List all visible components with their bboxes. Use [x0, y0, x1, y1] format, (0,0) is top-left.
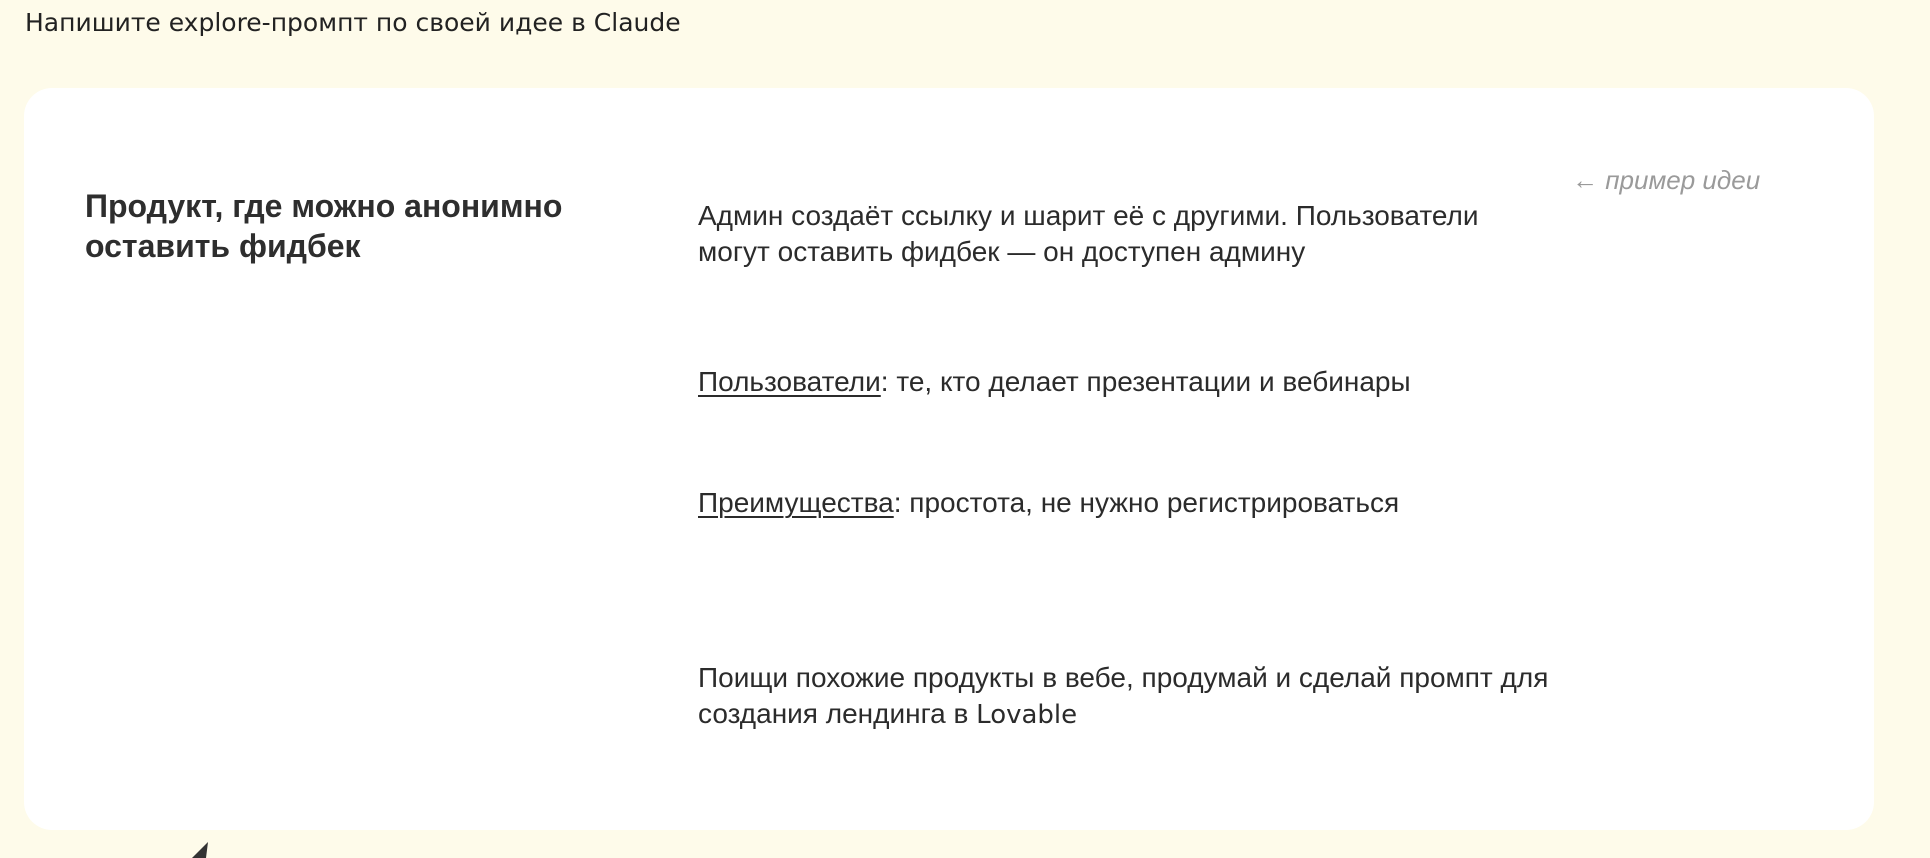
benefits-line	[698, 485, 1558, 521]
instruction-body: Поищи похожие продукты в вебе, продумай и сделай промпт для создания лендинга в	[698, 662, 1549, 729]
idea-title: Продукт, где можно анонимно оставить фидбек	[85, 188, 563, 264]
example-hint: ← пример идеи	[1572, 165, 1761, 195]
benefits-text: : простота, не нужно регистрироваться	[893, 487, 1400, 518]
idea-description: Админ создаёт ссылку и шарит её с другими. Пользователи могут оставить фидбек — он доступен админу	[698, 200, 1479, 267]
idea-card	[24, 88, 1874, 830]
users-text: : те, кто делает презентации и вебинары	[880, 366, 1411, 397]
benefits-label: Преимущества	[698, 487, 894, 518]
users-line	[698, 364, 1558, 400]
instruction-text	[698, 660, 1558, 733]
cursor-mark-icon	[190, 842, 210, 858]
users-label: Пользователи	[698, 366, 881, 397]
page-heading: Напишите explore-промпт по своей идее в Claude	[25, 8, 681, 37]
lovable-brand: Lovable	[976, 700, 1078, 730]
